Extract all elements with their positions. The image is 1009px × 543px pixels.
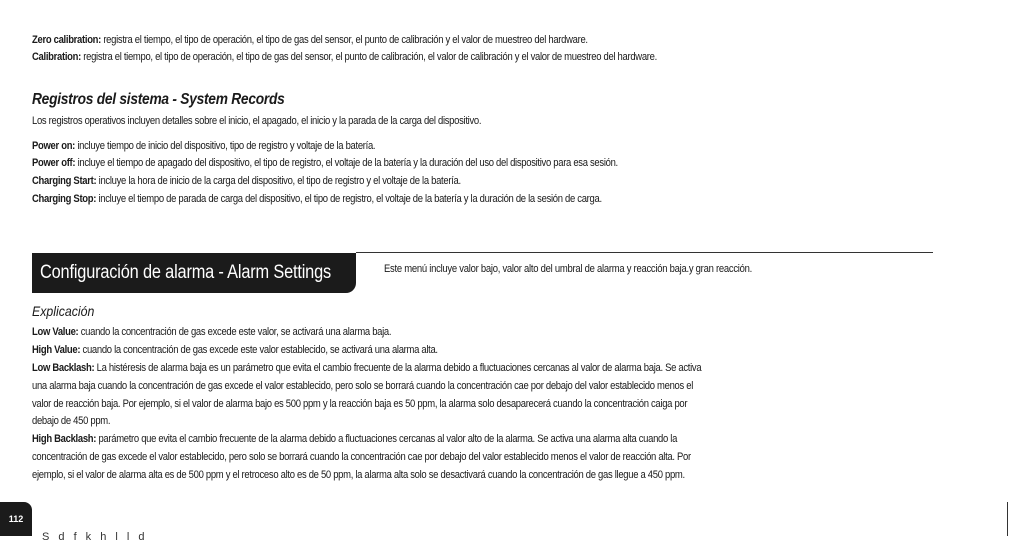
charging-stop-line [32, 192, 602, 206]
power-off-text: incluye el tiempo de apagado del dispositivo, el tipo de registro, el voltaje de la batería y la duración del uso del dispositivo para esa sesión. [75, 157, 618, 169]
section-divider [356, 252, 933, 253]
power-on-text: incluye tiempo de inicio del dispositivo, tipo de registro y voltaje de la batería. [75, 140, 376, 152]
system-records-heading: Registros del sistema - System Records [32, 91, 285, 108]
page-number: 112 [0, 502, 32, 536]
high-backlash-line-2: concentración de gas excede el valor establecido, pero solo se borrará cuando la concentración cae por debajo del valor establecido menos el valor de reacción alta. Por [32, 451, 691, 463]
low-backlash-term: Low Backlash: [32, 362, 95, 374]
low-value-term: Low Value: [32, 326, 79, 338]
calibration-line [32, 50, 657, 64]
low-value-line [32, 325, 391, 339]
right-edge-rule [1007, 502, 1008, 536]
system-records-intro: Los registros operativos incluyen detalles sobre el inicio, el apagado, el inicio y la parada de la carga del dispositivo. [32, 115, 482, 127]
cut-off-text: S d f k h l l d [42, 531, 148, 543]
high-backlash-line-1 [32, 432, 677, 446]
charging-stop-text: incluye el tiempo de parada de carga del dispositivo, el tipo de registro, el voltaje de la batería y la duración de la sesión de carga. [96, 193, 602, 205]
zero-calibration-term: Zero calibration: [32, 34, 102, 46]
high-backlash-line-3: ejemplo, si el valor de alarma alta es de 500 ppm y el retroceso alto es de 50 ppm, la alarma alta solo se desactivará cuando la concentración de gas llegue a 450 ppm. [32, 469, 685, 481]
alarm-settings-banner [32, 253, 356, 293]
charging-start-text: incluye la hora de inicio de la carga del dispositivo, el tipo de registro y el voltaje de la batería. [96, 175, 461, 187]
high-value-term: High Value: [32, 344, 81, 356]
power-on-term: Power on: [32, 140, 76, 152]
low-backlash-line-2: una alarma baja cuando la concentración de gas excede el valor establecido, pero solo se borrará cuando la concentración cae por debajo del valor establecido menos el [32, 380, 694, 392]
power-on-line [32, 139, 375, 153]
zero-calibration-line [32, 33, 588, 47]
high-value-text: cuando la concentración de gas excede este valor establecido, se activará una alarma alta. [80, 344, 438, 356]
low-backlash-line-3: valor de reacción baja. Por ejemplo, si el valor de alarma bajo es 500 ppm y la reacción baja es 50 ppm, la alarma solo desaparecerá cuando la concentración caiga por [32, 398, 688, 410]
low-backlash-text-1: La histéresis de alarma baja es un parámetro que evita el cambio frecuente de la alarma debido a fluctuaciones cercanas al valor de alarma baja. Se activa [94, 362, 702, 374]
low-backlash-line-4: debajo de 450 ppm. [32, 415, 111, 427]
charging-start-term: Charging Start: [32, 175, 97, 187]
calibration-text: registra el tiempo, el tipo de operación, el tipo de gas del sensor, el punto de calibración, el valor de calibración y el valor de muestreo del hardware. [80, 51, 657, 63]
explanation-heading: Explicación [32, 303, 95, 319]
high-backlash-text-1: parámetro que evita el cambio frecuente de la alarma debido a fluctuaciones cercanas al valor alto de la alarma. Se activa una alarma alta cuando la [96, 433, 678, 445]
high-backlash-term: High Backlash: [32, 433, 97, 445]
high-value-line [32, 343, 438, 357]
charging-start-line [32, 174, 461, 188]
power-off-line [32, 156, 618, 170]
alarm-settings-description: Este menú incluye valor bajo, valor alto del umbral de alarma y reacción baja.y gran reacción. [384, 263, 753, 275]
charging-stop-term: Charging Stop: [32, 193, 97, 205]
power-off-term: Power off: [32, 157, 76, 169]
alarm-settings-title: Configuración de alarma - Alarm Settings [40, 262, 332, 283]
low-value-text: cuando la concentración de gas excede este valor, se activará una alarma baja. [78, 326, 392, 338]
calibration-term: Calibration: [32, 51, 81, 63]
low-backlash-line-1 [32, 361, 701, 375]
zero-calibration-text: registra el tiempo, el tipo de operación, el tipo de gas del sensor, el punto de calibración y el valor de muestreo del hardware. [101, 34, 588, 46]
